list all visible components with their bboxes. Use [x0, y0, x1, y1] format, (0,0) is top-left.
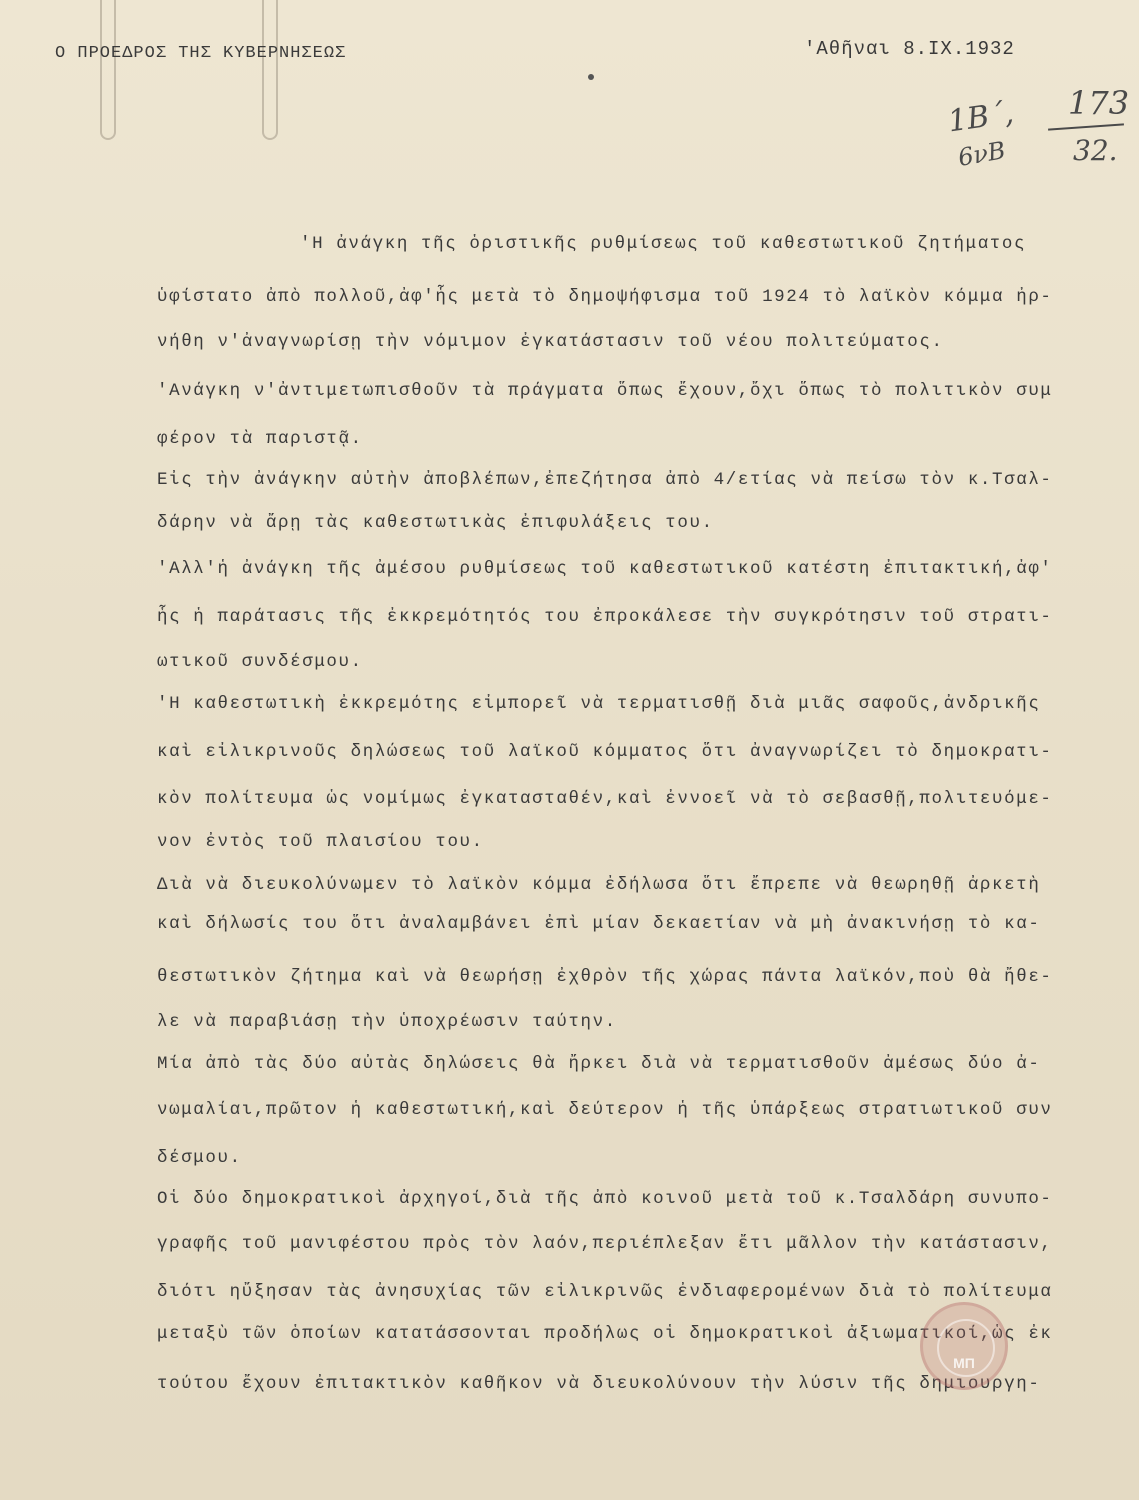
- handwritten-note-top: 1Β΄,: [945, 95, 1016, 140]
- body-line: νωμαλίαι,πρῶτον ἡ καθεστωτική,καὶ δεύτερον ἡ τῆς ὑπάρξεως στρατιωτικοῦ συν: [157, 1100, 1053, 1120]
- handwritten-note-bottom: 6νΒ: [955, 136, 1008, 172]
- body-line: νήθη ν'ἀναγνωρίσῃ τὴν νόμιμον ἐγκατάστασιν τοῦ νέου πολιτεύματος.: [157, 332, 944, 352]
- body-line: γραφῆς τοῦ μανιφέστου πρὸς τὸν λαόν,περιέπλεξαν ἔτι μᾶλλον τὴν κατάστασιν,: [157, 1234, 1053, 1254]
- handwritten-fraction-rule: [1048, 123, 1124, 130]
- body-line: καὶ εἰλικρινοῦς δηλώσεως τοῦ λαϊκοῦ κόμματος ὅτι ἀναγνωρίζει τὸ δημοκρατι-: [157, 742, 1053, 762]
- body-line: λε νὰ παραβιάσῃ τὴν ὑποχρέωσιν ταύτην.: [157, 1012, 617, 1032]
- body-line: φέρον τὰ παριστᾷ.: [157, 429, 363, 449]
- body-line: τούτου ἔχουν ἐπιτακτικὸν καθῆκον νὰ διευκολύνουν τὴν λύσιν τῆς δημιουργη-: [157, 1374, 1041, 1394]
- body-line: νον ἐντὸς τοῦ πλαισίου του.: [157, 832, 484, 852]
- body-line: διότι ηὔξησαν τὰς ἀνησυχίας τῶν εἰλικρινῶς ἐνδιαφερομένων διὰ τὸ πολίτευμα: [157, 1282, 1053, 1302]
- body-line: 'Η ἀνάγκη τῆς ὁριστικῆς ρυθμίσεως τοῦ καθεστωτικοῦ ζητήματος: [300, 234, 1027, 254]
- archive-stamp-label: ΜΠ: [953, 1355, 975, 1371]
- letterhead-title: Ο ΠΡΟΕΔΡΟΣ ΤΗΣ ΚΥΒΕΡΝΗΣΕΩΣ: [55, 44, 347, 63]
- body-line: ὑφίστατο ἀπὸ πολλοῦ,ἀφ'ἧς μετὰ τὸ δημοψήφισμα τοῦ 1924 τὸ λαϊκὸν κόμμα ἠρ-: [157, 287, 1053, 307]
- body-line: μεταξὺ τῶν ὁποίων κατατάσσονται προδήλως οἱ δημοκρατικοὶ ἀξιωματικοί,ὡς ἐκ: [157, 1324, 1053, 1344]
- handwritten-fraction-top: 173: [1068, 84, 1130, 122]
- ink-dot: [588, 74, 594, 80]
- handwritten-fraction-bottom: 32.: [1073, 134, 1118, 167]
- body-line: Εἰς τὴν ἀνάγκην αὐτὴν ἀποβλέπων,ἐπεζήτησα ἀπὸ 4/ετίας νὰ πείσω τὸν κ.Τσαλ-: [157, 470, 1053, 490]
- body-line: δέσμου.: [157, 1148, 242, 1168]
- body-line: 'Η καθεστωτικὴ ἐκκρεμότης εἰμπορεῖ νὰ τερματισθῇ διὰ μιᾶς σαφοῦς,ἀνδρικῆς: [157, 694, 1041, 714]
- body-line: 'Ανάγκη ν'ἀντιμετωπισθοῦν τὰ πράγματα ὅπως ἔχουν,ὄχι ὅπως τὸ πολιτικὸν συμ: [157, 381, 1053, 401]
- body-line: Διὰ νὰ διευκολύνωμεν τὸ λαϊκὸν κόμμα ἐδήλωσα ὅτι ἔπρεπε νὰ θεωρηθῇ ἀρκετὴ: [157, 875, 1041, 895]
- body-line: ωτικοῦ συνδέσμου.: [157, 652, 363, 672]
- body-line: καὶ δήλωσίς του ὅτι ἀναλαμβάνει ἐπὶ μίαν δεκαετίαν νὰ μὴ ἀνακινήσῃ τὸ κα-: [157, 914, 1041, 934]
- body-line: θεστωτικὸν ζήτημα καὶ νὰ θεωρήσῃ ἐχθρὸν τῆς χώρας πάντα λαϊκόν,ποὺ θὰ ἤθε-: [157, 967, 1053, 987]
- body-line: Μία ἀπὸ τὰς δύο αὐτὰς δηλώσεις θὰ ἤρκει διὰ νὰ τερματισθοῦν ἀμέσως δύο ἀ-: [157, 1054, 1041, 1074]
- binding-mark-right: [262, 0, 278, 140]
- body-line: Οἱ δύο δημοκρατικοὶ ἀρχηγοί,διὰ τῆς ἀπὸ κοινοῦ μετὰ τοῦ κ.Τσαλδάρη συνυπο-: [157, 1189, 1053, 1209]
- body-line: 'Αλλ'ἡ ἀνάγκη τῆς ἀμέσου ρυθμίσεως τοῦ καθεστωτικοῦ κατέστη ἐπιτακτική,ἀφ': [157, 559, 1053, 579]
- body-line: δάρην νὰ ἄρῃ τὰς καθεστωτικὰς ἐπιφυλάξεις του.: [157, 513, 714, 533]
- binding-mark-left: [100, 0, 116, 140]
- document-date: 'Αθῆναι 8.ΙΧ.1932: [804, 38, 1015, 60]
- archive-stamp: [920, 1302, 1008, 1390]
- body-line: ἧς ἡ παράτασις τῆς ἐκκρεμότητός του ἐπροκάλεσε τὴν συγκρότησιν τοῦ στρατι-: [157, 607, 1053, 627]
- body-line: κὸν πολίτευμα ὡς νομίμως ἐγκατασταθέν,καὶ ἐννοεῖ νὰ τὸ σεβασθῇ,πολιτευόμε-: [157, 789, 1053, 809]
